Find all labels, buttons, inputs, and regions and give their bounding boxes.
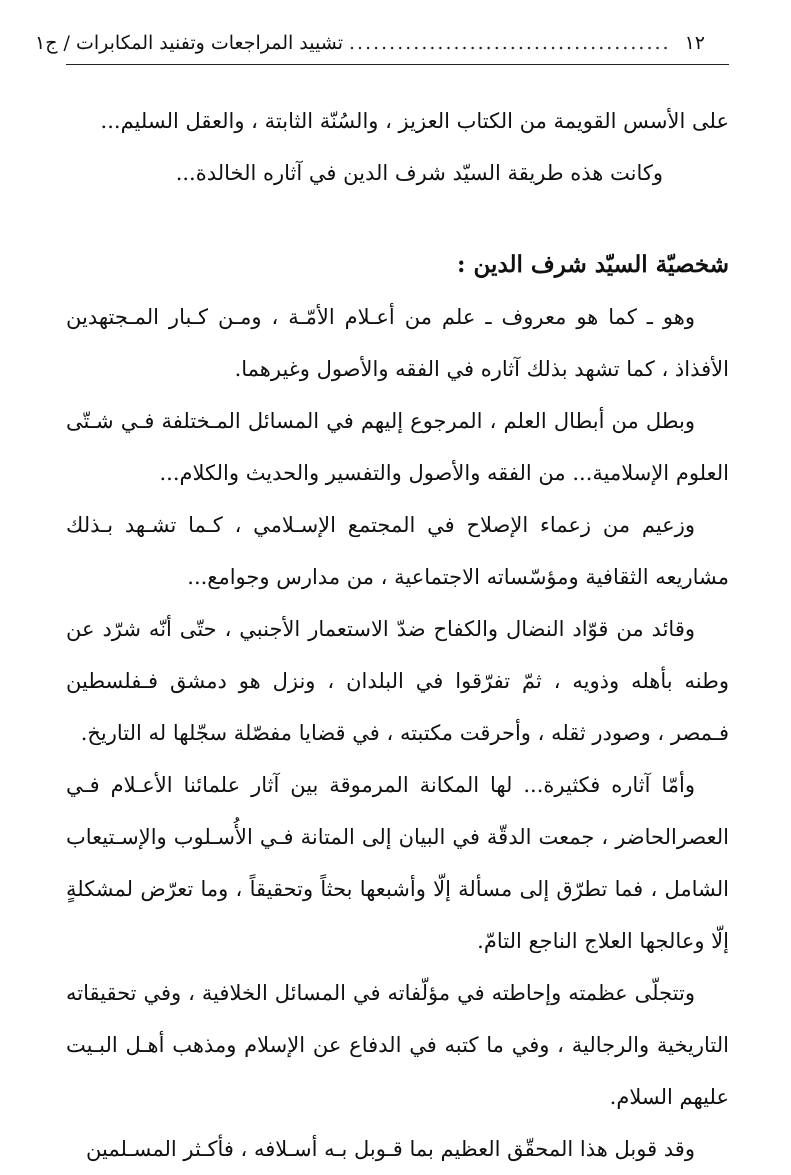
book-title: تشييد المراجعات وتفنيد المكابرات / ج١ bbox=[35, 32, 343, 54]
intro-paragraph: وكانت هذه طريقة السيّد شرف الدين في آثاره الخالدة... bbox=[175, 161, 663, 185]
header-rule bbox=[66, 64, 729, 65]
body-paragraph: وقد قوبل هذا المحقّق العظيم بما قـوبل بـه أسـلافه ، فأكـثر المسـلمين bbox=[86, 1137, 695, 1161]
intro-paragraph: على الأسس القويمة من الكتاب العزيز ، والسُنّة الثابتة ، والعقل السليم... bbox=[100, 109, 729, 133]
page-number: ١٢ bbox=[684, 32, 705, 54]
body-paragraph: وبطل من أبطال العلم ، المرجوع إليهم في المسائل المـختلفة فـي شـتّى العلوم الإسلامية... من الفقه والأصول والتفسير والحديث والكلام... bbox=[66, 409, 729, 485]
body-paragraph: وتتجلّى عظمته وإحاطته في مؤلّفاته في المسائل الخلافية ، وفي تحقيقاته التاريخية والرجالية ، وفي ما كتبه في الدفاع عن الإسلام ومذهب أهـل البـيت عليهم السلام. bbox=[66, 981, 729, 1109]
main-text bbox=[66, 95, 729, 1175]
body-paragraph: وأمّا آثاره فكثيرة... لها المكانة المرموقة بين آثار علمائنا الأعـلام فـي العصرالحاضر ، جمعت الدقّة في البيان إلى المتانة فـي الأُسـلوب والإسـتيعاب الشامل ، فما تطرّق إلى مسألة إلّا وأشبعها بحثاً وتحقيقاً ، وما تعرّض لمشكلةٍ إلّا وعالجها العلاج الناجع التامّ. bbox=[66, 773, 729, 953]
body-paragraph: وقائد من قوّاد النضال والكفاح ضدّ الاستعمار الأجنبي ، حتّى أنّه شرّد عن وطنه بأهله وذويه ، ثمّ تفرّقوا في البلدان ، ونزل هو دمشق فـفلسطين فـمصر ، وصودر ثقله ، وأحرقت مكتبته ، في قضايا مفصّلة سجّلها له التاريخ. bbox=[66, 617, 729, 745]
body-paragraph: وهو ـ كما هو معروف ـ علم من أعـلام الأمّـة ، ومـن كـبار المـجتهدين الأفذاذ ، كما تشهد بذلك آثاره في الفقه والأصول وغيرهما. bbox=[66, 305, 729, 381]
section-heading: شخصيّة السيّد شرف الدين : bbox=[457, 251, 729, 278]
running-header bbox=[35, 26, 705, 60]
header-dot-leader: ........................................ bbox=[348, 32, 671, 54]
body-paragraph: وزعيم من زعماء الإصلاح في المجتمع الإسـلامي ، كـما تشـهد بـذلك مشاريعه الثقافية ومؤسّساته الاجتماعية ، من مدارس وجوامع... bbox=[66, 513, 729, 589]
